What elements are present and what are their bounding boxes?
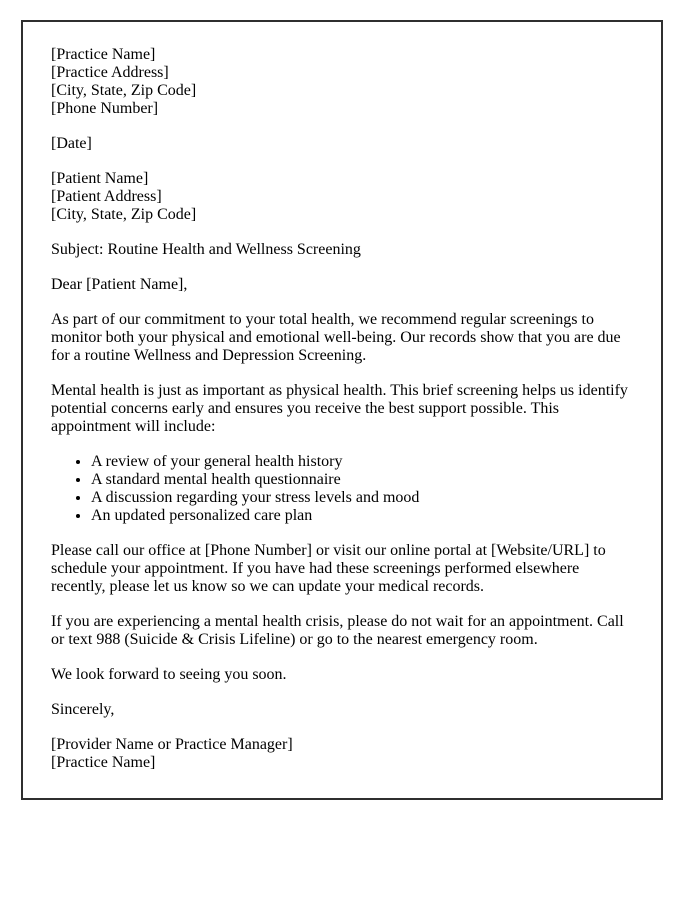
letter-page <box>21 20 663 800</box>
sender-practice-name: [Practice Name] <box>51 46 156 63</box>
screening-includes-list <box>51 453 633 525</box>
list-item: • A standard mental health questionnaire <box>91 471 633 489</box>
sender-practice-address: [Practice Address] <box>51 64 169 81</box>
paragraph-closing: We look forward to seeing you soon. <box>51 666 287 683</box>
signature-practice-name: [Practice Name] <box>51 754 156 771</box>
list-item: • A discussion regarding your stress levels and mood <box>91 489 633 507</box>
signature-block <box>51 736 633 772</box>
list-item: • An updated personalized care plan <box>91 507 633 525</box>
paragraph-intro: As part of our commitment to your total health, we recommend regular screenings to monitor both your physical and emotional well-being. Our records show that you are due for a routine Wellness and Depression Screening. <box>51 311 621 364</box>
recipient-address-block <box>51 170 633 224</box>
subject-line: Subject: Routine Health and Wellness Screening <box>51 241 361 258</box>
list-item: • A review of your general health history <box>91 453 633 471</box>
signoff: Sincerely, <box>51 701 115 718</box>
paragraph-crisis: If you are experiencing a mental health crisis, please do not wait for an appointment. Call or text 988 (Suicide & Crisis Lifeline) or go to the nearest emergency room. <box>51 613 624 648</box>
sender-city-state-zip: [City, State, Zip Code] <box>51 82 197 99</box>
paragraph-mental-health: Mental health is just as important as physical health. This brief screening helps us identify potential concerns early and ensures you receive the best support possible. This appointment will include: <box>51 382 628 435</box>
sender-phone-number: [Phone Number] <box>51 100 159 117</box>
paragraph-scheduling: Please call our office at [Phone Number] or visit our online portal at [Website/URL] to schedule your appointment. If you have had these screenings performed elsewhere recently, please let us know so we can update your medical records. <box>51 542 606 595</box>
recipient-patient-name: [Patient Name] <box>51 170 149 187</box>
recipient-patient-address: [Patient Address] <box>51 188 162 205</box>
sender-address-block <box>51 46 633 118</box>
salutation: Dear [Patient Name], <box>51 276 188 293</box>
signature-provider-name: [Provider Name or Practice Manager] <box>51 736 293 753</box>
date-line: [Date] <box>51 135 92 152</box>
recipient-city-state-zip: [City, State, Zip Code] <box>51 206 197 223</box>
